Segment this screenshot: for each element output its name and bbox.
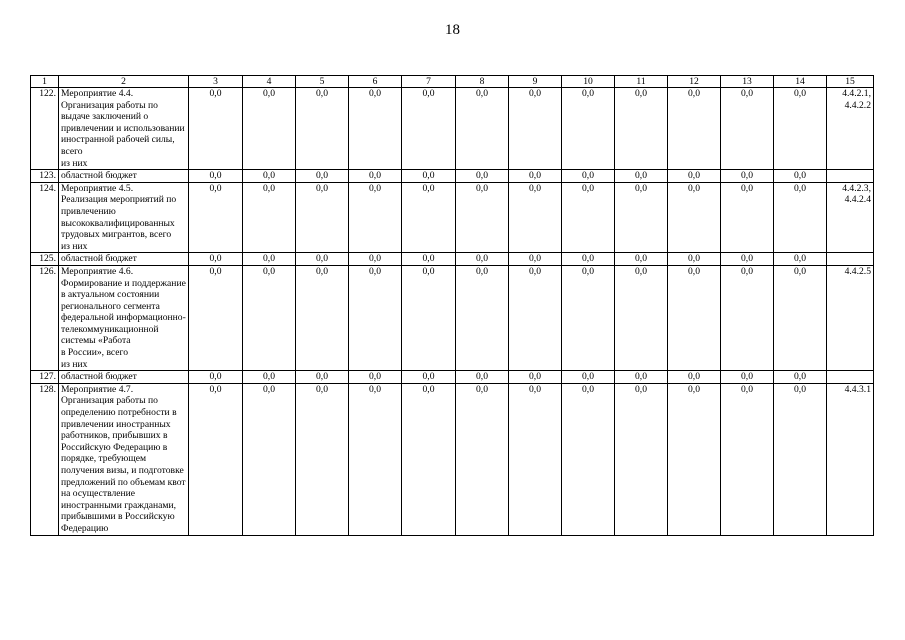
- value-cell: 0,0: [296, 265, 349, 370]
- value-cell: 0,0: [296, 371, 349, 384]
- value-cell: 0,0: [562, 253, 615, 266]
- indicator-code: [827, 253, 874, 266]
- table-row: [31, 253, 874, 266]
- value-cell: 0,0: [721, 170, 774, 183]
- value-cell: 0,0: [615, 253, 668, 266]
- row-number: 123.: [31, 170, 59, 183]
- value-cell: 0,0: [189, 182, 243, 253]
- value-cell: 0,0: [296, 88, 349, 170]
- row-number: 127.: [31, 371, 59, 384]
- column-number: 8: [456, 76, 509, 88]
- value-cell: 0,0: [562, 88, 615, 170]
- value-cell: 0,0: [243, 371, 296, 384]
- column-number: 7: [402, 76, 456, 88]
- value-cell: 0,0: [349, 182, 402, 253]
- value-cell: 0,0: [721, 253, 774, 266]
- value-cell: 0,0: [509, 253, 562, 266]
- value-cell: 0,0: [349, 383, 402, 535]
- value-cell: 0,0: [774, 182, 827, 253]
- value-cell: 0,0: [668, 182, 721, 253]
- value-cell: 0,0: [456, 265, 509, 370]
- value-cell: 0,0: [402, 383, 456, 535]
- value-cell: 0,0: [349, 253, 402, 266]
- row-number: 124.: [31, 182, 59, 253]
- value-cell: 0,0: [189, 265, 243, 370]
- value-cell: 0,0: [721, 383, 774, 535]
- table-row: [31, 170, 874, 183]
- table-row: [31, 182, 874, 253]
- row-name: областной бюджет: [59, 253, 189, 266]
- row-number: 122.: [31, 88, 59, 170]
- indicator-code: [827, 170, 874, 183]
- value-cell: 0,0: [668, 265, 721, 370]
- value-cell: 0,0: [721, 265, 774, 370]
- value-cell: 0,0: [189, 88, 243, 170]
- value-cell: 0,0: [562, 383, 615, 535]
- value-cell: 0,0: [402, 170, 456, 183]
- value-cell: 0,0: [456, 383, 509, 535]
- column-number: 14: [774, 76, 827, 88]
- value-cell: 0,0: [349, 88, 402, 170]
- column-number: 13: [721, 76, 774, 88]
- column-number: 6: [349, 76, 402, 88]
- row-name: Мероприятие 4.7. Организация работы по определению потребности в привлечении иностранных работников, прибывших в Российскую Федерацию в порядке, требующем получения визы, и подготовке предложений по объемам квот на осуществление иностранными гражданами, прибывшими в Российскую Федерацию: [59, 383, 189, 535]
- indicator-code: 4.4.3.1: [827, 383, 874, 535]
- value-cell: 0,0: [509, 383, 562, 535]
- value-cell: 0,0: [562, 182, 615, 253]
- value-cell: 0,0: [721, 88, 774, 170]
- column-number: 3: [189, 76, 243, 88]
- value-cell: 0,0: [668, 170, 721, 183]
- value-cell: 0,0: [774, 170, 827, 183]
- value-cell: 0,0: [402, 88, 456, 170]
- value-cell: 0,0: [243, 265, 296, 370]
- value-cell: 0,0: [296, 170, 349, 183]
- budget-table: [30, 75, 874, 536]
- column-number: 1: [31, 76, 59, 88]
- row-name: Мероприятие 4.4. Организация работы по выдаче заключений о привлечении и использовании иностранной рабочей силы, всего из них: [59, 88, 189, 170]
- value-cell: 0,0: [774, 253, 827, 266]
- value-cell: 0,0: [243, 170, 296, 183]
- indicator-code: 4.4.2.5: [827, 265, 874, 370]
- value-cell: 0,0: [402, 253, 456, 266]
- indicator-code: 4.4.2.1, 4.4.2.2: [827, 88, 874, 170]
- indicator-code: [827, 371, 874, 384]
- value-cell: 0,0: [189, 253, 243, 266]
- table-body: [31, 76, 874, 536]
- column-number: 2: [59, 76, 189, 88]
- table-row: [31, 88, 874, 170]
- value-cell: 0,0: [509, 265, 562, 370]
- row-name: областной бюджет: [59, 170, 189, 183]
- table-row: [31, 383, 874, 535]
- column-number: 4: [243, 76, 296, 88]
- value-cell: 0,0: [562, 170, 615, 183]
- value-cell: 0,0: [668, 88, 721, 170]
- value-cell: 0,0: [774, 383, 827, 535]
- value-cell: 0,0: [349, 371, 402, 384]
- value-cell: 0,0: [296, 383, 349, 535]
- value-cell: 0,0: [402, 265, 456, 370]
- value-cell: 0,0: [668, 253, 721, 266]
- column-number: 9: [509, 76, 562, 88]
- table-row: [31, 371, 874, 384]
- column-number: 11: [615, 76, 668, 88]
- column-number: 5: [296, 76, 349, 88]
- value-cell: 0,0: [349, 170, 402, 183]
- value-cell: 0,0: [615, 182, 668, 253]
- table-row: [31, 265, 874, 370]
- value-cell: 0,0: [456, 170, 509, 183]
- column-number-row: [31, 76, 874, 88]
- value-cell: 0,0: [189, 383, 243, 535]
- value-cell: 0,0: [296, 182, 349, 253]
- row-number: 126.: [31, 265, 59, 370]
- value-cell: 0,0: [456, 253, 509, 266]
- value-cell: 0,0: [615, 371, 668, 384]
- value-cell: 0,0: [509, 182, 562, 253]
- value-cell: 0,0: [189, 170, 243, 183]
- row-name: областной бюджет: [59, 371, 189, 384]
- value-cell: 0,0: [402, 182, 456, 253]
- value-cell: 0,0: [243, 88, 296, 170]
- value-cell: 0,0: [456, 182, 509, 253]
- value-cell: 0,0: [721, 371, 774, 384]
- value-cell: 0,0: [243, 253, 296, 266]
- value-cell: 0,0: [509, 371, 562, 384]
- value-cell: 0,0: [615, 170, 668, 183]
- value-cell: 0,0: [456, 371, 509, 384]
- value-cell: 0,0: [562, 265, 615, 370]
- value-cell: 0,0: [296, 253, 349, 266]
- value-cell: 0,0: [774, 265, 827, 370]
- value-cell: 0,0: [402, 371, 456, 384]
- value-cell: 0,0: [509, 88, 562, 170]
- value-cell: 0,0: [349, 265, 402, 370]
- value-cell: 0,0: [243, 383, 296, 535]
- value-cell: 0,0: [668, 371, 721, 384]
- value-cell: 0,0: [615, 383, 668, 535]
- value-cell: 0,0: [562, 371, 615, 384]
- row-name: Мероприятие 4.5. Реализация мероприятий по привлечению высококвалифицированных трудовых мигрантов, всего из них: [59, 182, 189, 253]
- column-number: 12: [668, 76, 721, 88]
- page-number: 18: [445, 22, 460, 38]
- row-number: 125.: [31, 253, 59, 266]
- value-cell: 0,0: [774, 88, 827, 170]
- value-cell: 0,0: [721, 182, 774, 253]
- value-cell: 0,0: [668, 383, 721, 535]
- row-name: Мероприятие 4.6. Формирование и поддержание в актуальном состоянии регионального сегмента федеральной информационно-телекоммуникационной системы «Работа в России», всего из них: [59, 265, 189, 370]
- value-cell: 0,0: [615, 265, 668, 370]
- indicator-code: 4.4.2.3, 4.4.2.4: [827, 182, 874, 253]
- column-number: 15: [827, 76, 874, 88]
- value-cell: 0,0: [509, 170, 562, 183]
- value-cell: 0,0: [456, 88, 509, 170]
- value-cell: 0,0: [615, 88, 668, 170]
- value-cell: 0,0: [243, 182, 296, 253]
- value-cell: 0,0: [189, 371, 243, 384]
- row-number: 128.: [31, 383, 59, 535]
- column-number: 10: [562, 76, 615, 88]
- value-cell: 0,0: [774, 371, 827, 384]
